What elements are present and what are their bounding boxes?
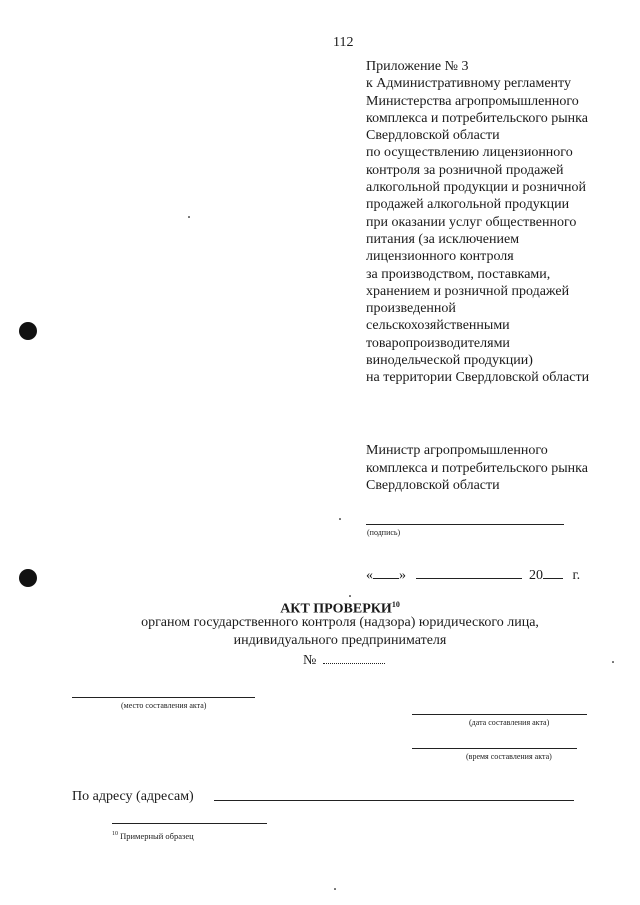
document-subtitle-line: индивидуального предпринимателя [233, 633, 447, 648]
appendix-line: лицензионного контроля [366, 249, 514, 265]
appendix-line: к Административному регламенту [366, 76, 571, 92]
day-blank [373, 565, 399, 579]
appendix-line: при оказании услуг общественного [366, 214, 577, 230]
scan-speck [612, 661, 614, 663]
approval-date-row [366, 565, 580, 585]
approval-line: комплекса и потребительского рынка [366, 460, 588, 476]
appendix-line: товаропроизводителями [366, 335, 510, 351]
document-subtitle [0, 614, 640, 650]
appendix-line: продажей алкогольной продукции [366, 197, 570, 213]
appendix-line: за производством, поставками, [366, 266, 551, 282]
date-line [412, 714, 587, 715]
appendix-line: питания (за исключением [366, 231, 520, 247]
scan-speck [188, 216, 190, 218]
appendix-line: произведенной [366, 301, 456, 317]
footnote-text: Примерный образец [120, 830, 194, 841]
appendix-line: Министерства агропромышленного [366, 93, 579, 109]
year-suffix: г. [572, 568, 581, 583]
scan-speck [339, 518, 341, 520]
appendix-line: на территории Свердловской области [366, 370, 590, 386]
appendix-line: комплекса и потребительского рынка [366, 110, 588, 126]
footnote-mark: 10 [112, 831, 118, 837]
appendix-line: винодельческой продукции) [366, 353, 533, 369]
time-caption: (время составления акта) [466, 752, 552, 761]
date-close-quote: » [399, 568, 406, 583]
address-label: По адресу (адресам) [72, 789, 194, 804]
approval-line: Свердловской области [366, 478, 500, 493]
appendix-line: Приложение № 3 [366, 59, 469, 74]
footnote-rule [112, 823, 267, 824]
punch-hole [19, 322, 37, 340]
document-subtitle-line: органом государственного контроля (надзора) юридического лица, [141, 615, 539, 630]
appendix-line: алкогольной продукции и розничной [366, 180, 587, 196]
scan-speck [349, 595, 351, 597]
act-number-blank [323, 650, 385, 664]
scan-speck [334, 888, 336, 890]
time-line [412, 748, 577, 749]
page-number: 112 [333, 35, 354, 50]
appendix-line: контроля за розничной продажей [366, 162, 564, 178]
footnote [112, 829, 194, 842]
appendix-line: Свердловской области [366, 128, 500, 144]
act-number-row [303, 650, 385, 670]
approval-line: Министр агропромышленного [366, 443, 548, 458]
appendix-line: сельскохозяйственными [366, 318, 510, 334]
year-blank [543, 565, 563, 579]
document-title-text: АКТ ПРОВЕРКИ [280, 601, 392, 617]
year-prefix: 20 [529, 568, 543, 583]
signature-caption: (подпись) [367, 528, 401, 537]
address-line [214, 800, 574, 801]
footnote-reference: 10 [391, 600, 400, 609]
approval-block [366, 442, 636, 495]
appendix-line: по осуществлению лицензионного [366, 145, 573, 161]
punch-hole [19, 569, 37, 587]
number-sign: № [303, 653, 317, 668]
month-blank [416, 565, 522, 579]
appendix-line: хранением и розничной продажей [366, 283, 570, 299]
place-caption: (место составления акта) [121, 701, 207, 710]
date-caption: (дата составления акта) [469, 718, 550, 727]
place-line [72, 697, 255, 698]
appendix-header [366, 58, 636, 387]
date-open-quote: « [366, 568, 373, 583]
signature-line [366, 524, 564, 525]
